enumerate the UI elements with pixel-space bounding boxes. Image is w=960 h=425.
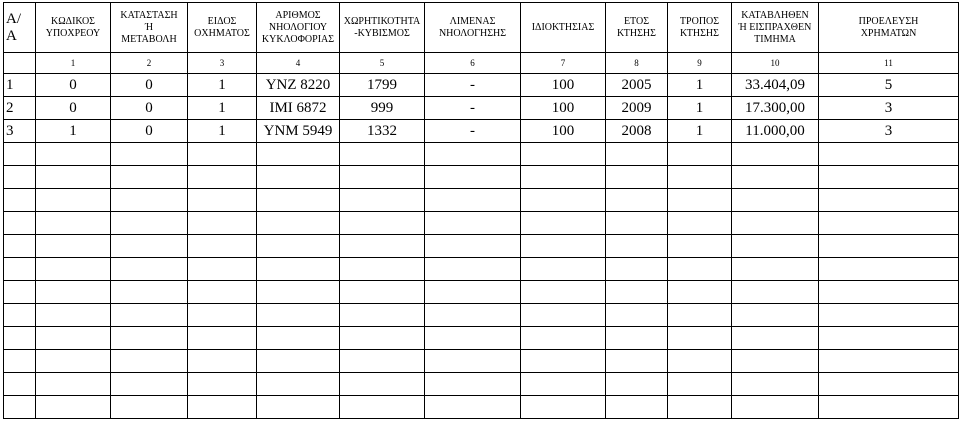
empty-cell bbox=[340, 281, 425, 304]
empty-cell bbox=[819, 258, 959, 281]
empty-cell bbox=[606, 281, 668, 304]
empty-cell bbox=[819, 189, 959, 212]
table-cell: 2 bbox=[4, 97, 36, 120]
empty-cell bbox=[425, 143, 521, 166]
empty-table-row bbox=[4, 166, 959, 189]
empty-cell bbox=[111, 258, 188, 281]
empty-table-row bbox=[4, 258, 959, 281]
empty-table-row bbox=[4, 281, 959, 304]
empty-cell bbox=[521, 235, 606, 258]
vehicle-declaration-table bbox=[3, 2, 959, 419]
empty-cell bbox=[606, 396, 668, 419]
empty-cell bbox=[188, 212, 257, 235]
empty-cell bbox=[257, 212, 340, 235]
column-number-blank bbox=[4, 53, 36, 74]
empty-cell bbox=[819, 304, 959, 327]
empty-cell bbox=[732, 258, 819, 281]
table-cell: 100 bbox=[521, 74, 606, 97]
empty-cell bbox=[521, 281, 606, 304]
column-header-1: ΚΩΔΙΚΟΣ ΥΠΟΧΡΕΟΥ bbox=[36, 3, 111, 53]
empty-cell bbox=[188, 189, 257, 212]
empty-cell bbox=[257, 327, 340, 350]
column-header-10: ΚΑΤΑΒΛΗΘΕΝ Ή ΕΙΣΠΡΑΧΘΕΝ ΤΙΜΗΜΑ bbox=[732, 3, 819, 53]
table-cell: - bbox=[425, 120, 521, 143]
empty-cell bbox=[4, 258, 36, 281]
empty-cell bbox=[36, 189, 111, 212]
table-cell: 1799 bbox=[340, 74, 425, 97]
empty-cell bbox=[606, 166, 668, 189]
table-cell: 3 bbox=[819, 97, 959, 120]
asset-declaration-table-sheet bbox=[3, 2, 958, 423]
empty-cell bbox=[4, 396, 36, 419]
table-cell: 0 bbox=[36, 74, 111, 97]
table-row bbox=[4, 120, 959, 143]
empty-cell bbox=[4, 212, 36, 235]
empty-cell bbox=[36, 350, 111, 373]
empty-cell bbox=[340, 327, 425, 350]
table-cell: 1 bbox=[668, 74, 732, 97]
empty-cell bbox=[111, 143, 188, 166]
table-cell: 100 bbox=[521, 120, 606, 143]
empty-cell bbox=[188, 143, 257, 166]
table-cell: 0 bbox=[111, 97, 188, 120]
empty-cell bbox=[111, 281, 188, 304]
empty-cell bbox=[819, 396, 959, 419]
empty-cell bbox=[819, 350, 959, 373]
empty-table-row bbox=[4, 396, 959, 419]
empty-cell bbox=[340, 258, 425, 281]
empty-cell bbox=[668, 212, 732, 235]
empty-cell bbox=[425, 304, 521, 327]
empty-cell bbox=[111, 304, 188, 327]
empty-cell bbox=[668, 327, 732, 350]
table-cell: 3 bbox=[819, 120, 959, 143]
empty-cell bbox=[111, 396, 188, 419]
empty-cell bbox=[668, 189, 732, 212]
table-row bbox=[4, 74, 959, 97]
empty-cell bbox=[425, 373, 521, 396]
table-cell: 1 bbox=[668, 120, 732, 143]
column-number: 11 bbox=[819, 53, 959, 74]
empty-cell bbox=[340, 212, 425, 235]
empty-cell bbox=[425, 189, 521, 212]
table-cell: YNM 5949 bbox=[257, 120, 340, 143]
empty-cell bbox=[4, 304, 36, 327]
empty-cell bbox=[668, 373, 732, 396]
column-header-3: ΕΙΔΟΣ ΟΧΗΜΑΤΟΣ bbox=[188, 3, 257, 53]
table-cell: 1 bbox=[188, 74, 257, 97]
empty-cell bbox=[111, 235, 188, 258]
empty-cell bbox=[425, 258, 521, 281]
table-row bbox=[4, 97, 959, 120]
table-cell: 1 bbox=[188, 120, 257, 143]
column-number: 8 bbox=[606, 53, 668, 74]
empty-cell bbox=[4, 235, 36, 258]
table-cell: 17.300,00 bbox=[732, 97, 819, 120]
column-number: 3 bbox=[188, 53, 257, 74]
empty-cell bbox=[4, 350, 36, 373]
empty-cell bbox=[521, 143, 606, 166]
column-number: 1 bbox=[36, 53, 111, 74]
table-cell: 0 bbox=[111, 120, 188, 143]
empty-cell bbox=[188, 281, 257, 304]
empty-cell bbox=[111, 327, 188, 350]
table-cell: 11.000,00 bbox=[732, 120, 819, 143]
table-cell: 1 bbox=[668, 97, 732, 120]
empty-cell bbox=[425, 327, 521, 350]
empty-cell bbox=[732, 235, 819, 258]
empty-cell bbox=[340, 350, 425, 373]
empty-cell bbox=[819, 143, 959, 166]
empty-table-row bbox=[4, 189, 959, 212]
empty-cell bbox=[340, 304, 425, 327]
empty-cell bbox=[425, 396, 521, 419]
empty-cell bbox=[36, 258, 111, 281]
empty-cell bbox=[36, 327, 111, 350]
empty-cell bbox=[668, 304, 732, 327]
table-cell: IMI 6872 bbox=[257, 97, 340, 120]
empty-cell bbox=[257, 350, 340, 373]
table-cell: 0 bbox=[36, 97, 111, 120]
empty-cell bbox=[188, 327, 257, 350]
column-number: 10 bbox=[732, 53, 819, 74]
empty-cell bbox=[36, 304, 111, 327]
empty-cell bbox=[257, 189, 340, 212]
empty-cell bbox=[111, 189, 188, 212]
empty-table-row bbox=[4, 350, 959, 373]
table-cell: 33.404,09 bbox=[732, 74, 819, 97]
empty-cell bbox=[521, 304, 606, 327]
empty-table-row bbox=[4, 143, 959, 166]
empty-cell bbox=[606, 189, 668, 212]
empty-cell bbox=[668, 281, 732, 304]
empty-cell bbox=[188, 258, 257, 281]
column-number: 5 bbox=[340, 53, 425, 74]
empty-table-row bbox=[4, 304, 959, 327]
empty-table-row bbox=[4, 235, 959, 258]
column-header-2: ΚΑΤΑΣΤΑΣΗ Ή ΜΕΤΑΒΟΛΗ bbox=[111, 3, 188, 53]
empty-cell bbox=[425, 166, 521, 189]
table-cell: - bbox=[425, 74, 521, 97]
empty-cell bbox=[732, 304, 819, 327]
table-cell: - bbox=[425, 97, 521, 120]
table-cell: YNZ 8220 bbox=[257, 74, 340, 97]
empty-cell bbox=[188, 166, 257, 189]
empty-cell bbox=[668, 396, 732, 419]
empty-cell bbox=[819, 327, 959, 350]
empty-cell bbox=[732, 396, 819, 419]
empty-cell bbox=[36, 373, 111, 396]
empty-cell bbox=[340, 235, 425, 258]
empty-cell bbox=[340, 143, 425, 166]
empty-cell bbox=[257, 304, 340, 327]
column-header-9: ΤΡΟΠΟΣ ΚΤΗΣΗΣ bbox=[668, 3, 732, 53]
column-header-5: ΧΩΡΗΤΙΚΟΤΗΤΑ -ΚΥΒΙΣΜΟΣ bbox=[340, 3, 425, 53]
column-number: 6 bbox=[425, 53, 521, 74]
empty-cell bbox=[4, 281, 36, 304]
column-number: 2 bbox=[111, 53, 188, 74]
empty-cell bbox=[732, 350, 819, 373]
empty-cell bbox=[521, 166, 606, 189]
empty-cell bbox=[257, 396, 340, 419]
empty-cell bbox=[111, 350, 188, 373]
empty-cell bbox=[36, 281, 111, 304]
empty-cell bbox=[257, 258, 340, 281]
empty-cell bbox=[521, 327, 606, 350]
empty-cell bbox=[36, 235, 111, 258]
empty-cell bbox=[606, 143, 668, 166]
empty-cell bbox=[425, 235, 521, 258]
empty-cell bbox=[257, 143, 340, 166]
empty-cell bbox=[188, 235, 257, 258]
empty-cell bbox=[257, 373, 340, 396]
empty-cell bbox=[606, 258, 668, 281]
empty-cell bbox=[732, 327, 819, 350]
empty-cell bbox=[606, 212, 668, 235]
empty-cell bbox=[668, 235, 732, 258]
column-number: 9 bbox=[668, 53, 732, 74]
empty-cell bbox=[340, 373, 425, 396]
empty-cell bbox=[188, 350, 257, 373]
table-cell: 100 bbox=[521, 97, 606, 120]
empty-cell bbox=[521, 396, 606, 419]
empty-cell bbox=[4, 373, 36, 396]
empty-cell bbox=[668, 166, 732, 189]
empty-cell bbox=[606, 304, 668, 327]
column-header-0: Α/ Α bbox=[4, 3, 36, 53]
empty-cell bbox=[521, 373, 606, 396]
empty-cell bbox=[819, 212, 959, 235]
empty-cell bbox=[188, 373, 257, 396]
empty-cell bbox=[425, 212, 521, 235]
empty-cell bbox=[4, 143, 36, 166]
column-header-4: ΑΡΙΘΜΟΣ ΝΗΟΛΟΓΙΟΥ ΚΥΚΛΟΦΟΡΙΑΣ bbox=[257, 3, 340, 53]
empty-cell bbox=[111, 212, 188, 235]
empty-cell bbox=[668, 143, 732, 166]
table-cell: 5 bbox=[819, 74, 959, 97]
empty-cell bbox=[732, 143, 819, 166]
empty-cell bbox=[340, 166, 425, 189]
column-header-11: ΠΡΟΕΛΕΥΣΗ ΧΡΗΜΑΤΩΝ bbox=[819, 3, 959, 53]
empty-cell bbox=[4, 166, 36, 189]
table-cell: 1 bbox=[188, 97, 257, 120]
empty-cell bbox=[111, 166, 188, 189]
empty-cell bbox=[257, 281, 340, 304]
empty-cell bbox=[606, 327, 668, 350]
empty-cell bbox=[188, 396, 257, 419]
column-header-7: ΙΔΙΟΚΤΗΣΙΑΣ bbox=[521, 3, 606, 53]
empty-cell bbox=[732, 212, 819, 235]
column-number: 7 bbox=[521, 53, 606, 74]
empty-cell bbox=[36, 212, 111, 235]
empty-table-row bbox=[4, 327, 959, 350]
table-cell: 1 bbox=[36, 120, 111, 143]
empty-cell bbox=[340, 396, 425, 419]
empty-cell bbox=[4, 327, 36, 350]
column-number: 4 bbox=[257, 53, 340, 74]
empty-cell bbox=[36, 396, 111, 419]
empty-cell bbox=[425, 350, 521, 373]
empty-cell bbox=[732, 166, 819, 189]
empty-cell bbox=[819, 166, 959, 189]
empty-cell bbox=[111, 373, 188, 396]
empty-cell bbox=[521, 350, 606, 373]
empty-cell bbox=[606, 350, 668, 373]
table-cell: 2008 bbox=[606, 120, 668, 143]
table-cell: 0 bbox=[111, 74, 188, 97]
empty-cell bbox=[36, 166, 111, 189]
empty-cell bbox=[819, 235, 959, 258]
empty-cell bbox=[188, 304, 257, 327]
table-cell: 2005 bbox=[606, 74, 668, 97]
empty-cell bbox=[606, 373, 668, 396]
empty-cell bbox=[521, 189, 606, 212]
empty-cell bbox=[668, 350, 732, 373]
table-cell: 1332 bbox=[340, 120, 425, 143]
empty-cell bbox=[521, 258, 606, 281]
empty-cell bbox=[668, 258, 732, 281]
empty-cell bbox=[732, 189, 819, 212]
empty-cell bbox=[606, 235, 668, 258]
empty-table-row bbox=[4, 212, 959, 235]
empty-cell bbox=[425, 281, 521, 304]
column-header-6: ΛΙΜΕΝΑΣ ΝΗΟΛΟΓΗΣΗΣ bbox=[425, 3, 521, 53]
empty-cell bbox=[521, 212, 606, 235]
table-cell: 999 bbox=[340, 97, 425, 120]
table-cell: 2009 bbox=[606, 97, 668, 120]
empty-cell bbox=[819, 281, 959, 304]
table-cell: 1 bbox=[4, 74, 36, 97]
empty-cell bbox=[4, 189, 36, 212]
empty-table-row bbox=[4, 373, 959, 396]
empty-cell bbox=[732, 281, 819, 304]
empty-cell bbox=[340, 189, 425, 212]
empty-cell bbox=[257, 235, 340, 258]
empty-cell bbox=[257, 166, 340, 189]
empty-cell bbox=[819, 373, 959, 396]
empty-cell bbox=[36, 143, 111, 166]
empty-cell bbox=[732, 373, 819, 396]
column-header-8: ΕΤΟΣ ΚΤΗΣΗΣ bbox=[606, 3, 668, 53]
table-cell: 3 bbox=[4, 120, 36, 143]
